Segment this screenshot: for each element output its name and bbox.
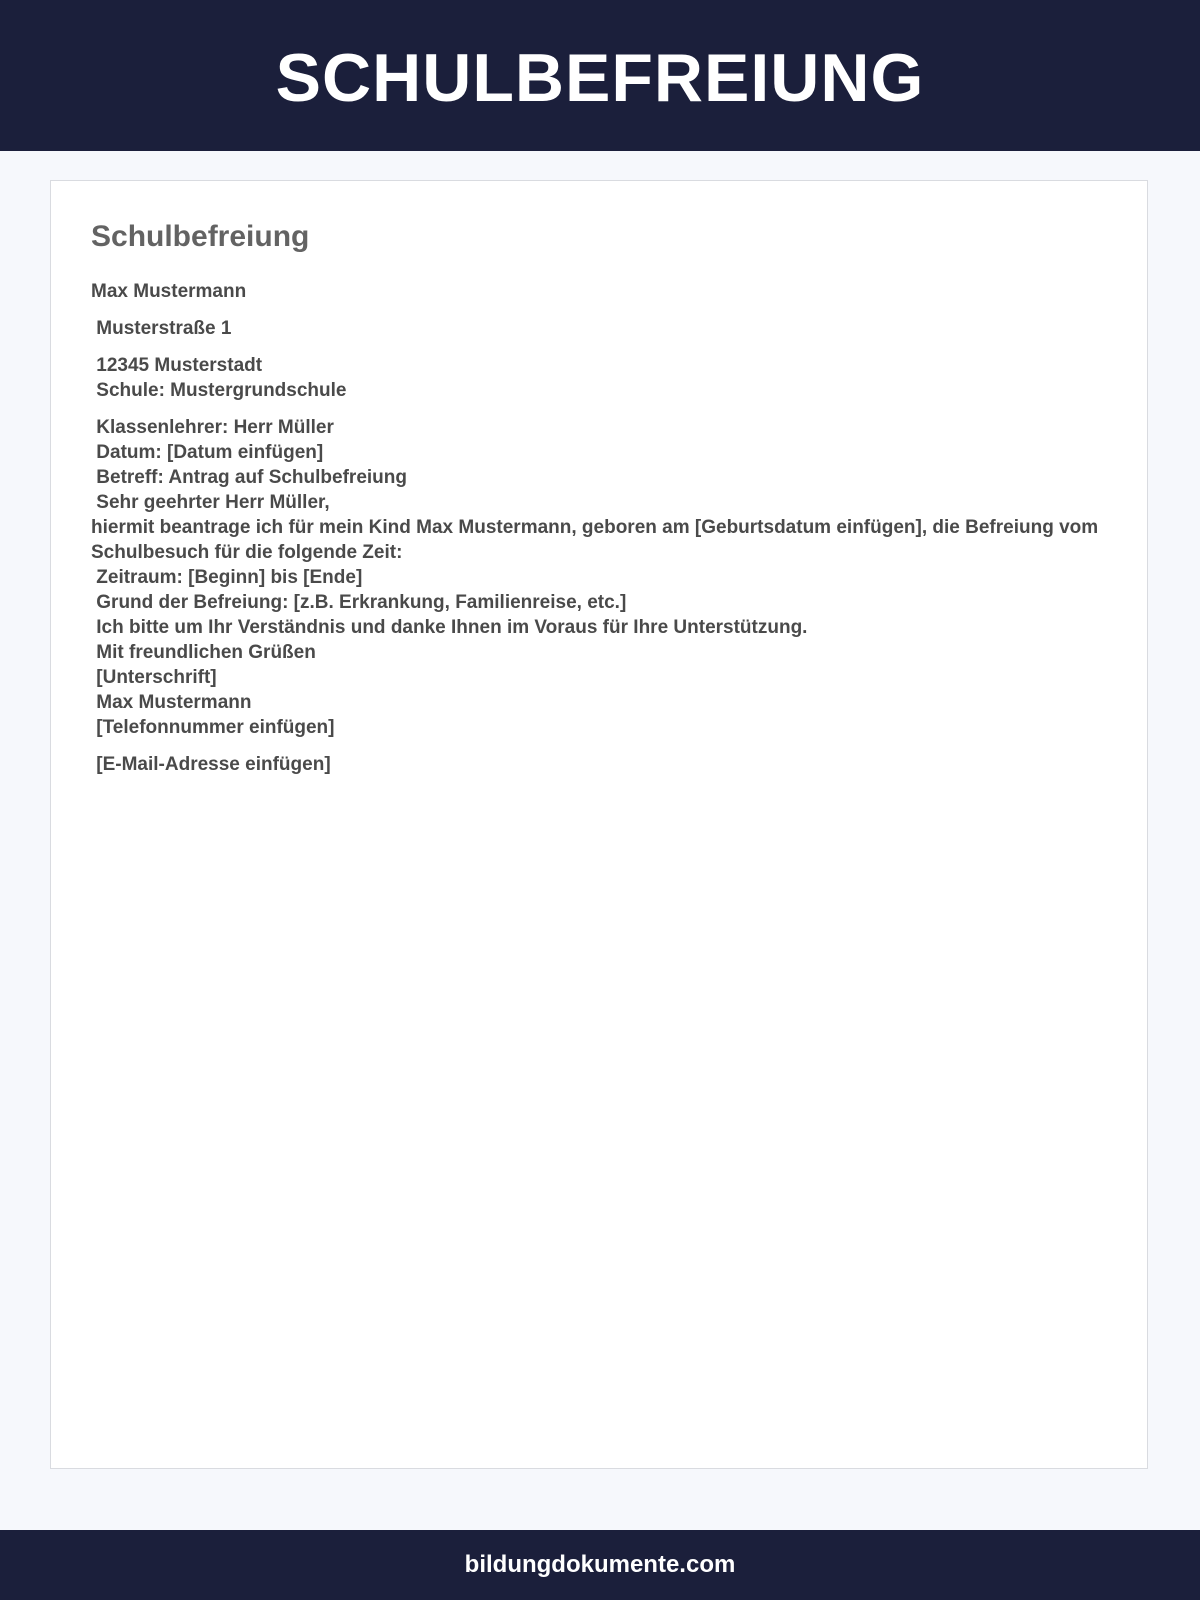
letter-line-phone: [Telefonnummer einfügen] [91, 717, 335, 738]
letter-line-signature: [Unterschrift] [91, 667, 217, 688]
page-footer [0, 1530, 1200, 1600]
document-title: Schulbefreiung [91, 220, 310, 253]
letter-line-period: Zeitraum: [Beginn] bis [Ende] [91, 567, 363, 588]
header-title: SCHULBEFREIUNG [275, 39, 925, 116]
letter-line-salutation: Sehr geehrter Herr Müller, [91, 492, 330, 513]
letter-line-teacher: Klassenlehrer: Herr Müller [91, 417, 334, 438]
letter-line-reason: Grund der Befreiung: [z.B. Erkrankung, Familienreise, etc.] [91, 592, 627, 613]
letter-line-signer-name: Max Mustermann [91, 692, 252, 713]
letter-body [91, 279, 1111, 777]
letter-line-subject: Betreff: Antrag auf Schulbefreiung [91, 467, 407, 488]
page-header [0, 0, 1200, 151]
letter-line-closing: Mit freundlichen Grüßen [91, 642, 316, 663]
letter-line-request: hiermit beantrage ich für mein Kind Max Mustermann, geboren am [Geburtsdatum einfügen], die Befreiung vom Schulbesuch für die folgende Zeit: [91, 517, 1104, 563]
letter-line-sender-name: Max Mustermann [91, 281, 247, 302]
letter-line-date: Datum: [Datum einfügen] [91, 442, 324, 463]
letter-line-email: [E-Mail-Adresse einfügen] [91, 754, 331, 775]
letter-line-city: 12345 Musterstadt [91, 355, 263, 376]
letter-line-thanks: Ich bitte um Ihr Verständnis und danke Ihnen im Voraus für Ihre Unterstützung. [91, 617, 808, 638]
footer-site-name: bildungdokumente.com [464, 1551, 736, 1578]
letter-line-school: Schule: Mustergrundschule [91, 380, 347, 401]
document-card [50, 180, 1148, 1469]
letter-line-street: Musterstraße 1 [91, 318, 232, 339]
